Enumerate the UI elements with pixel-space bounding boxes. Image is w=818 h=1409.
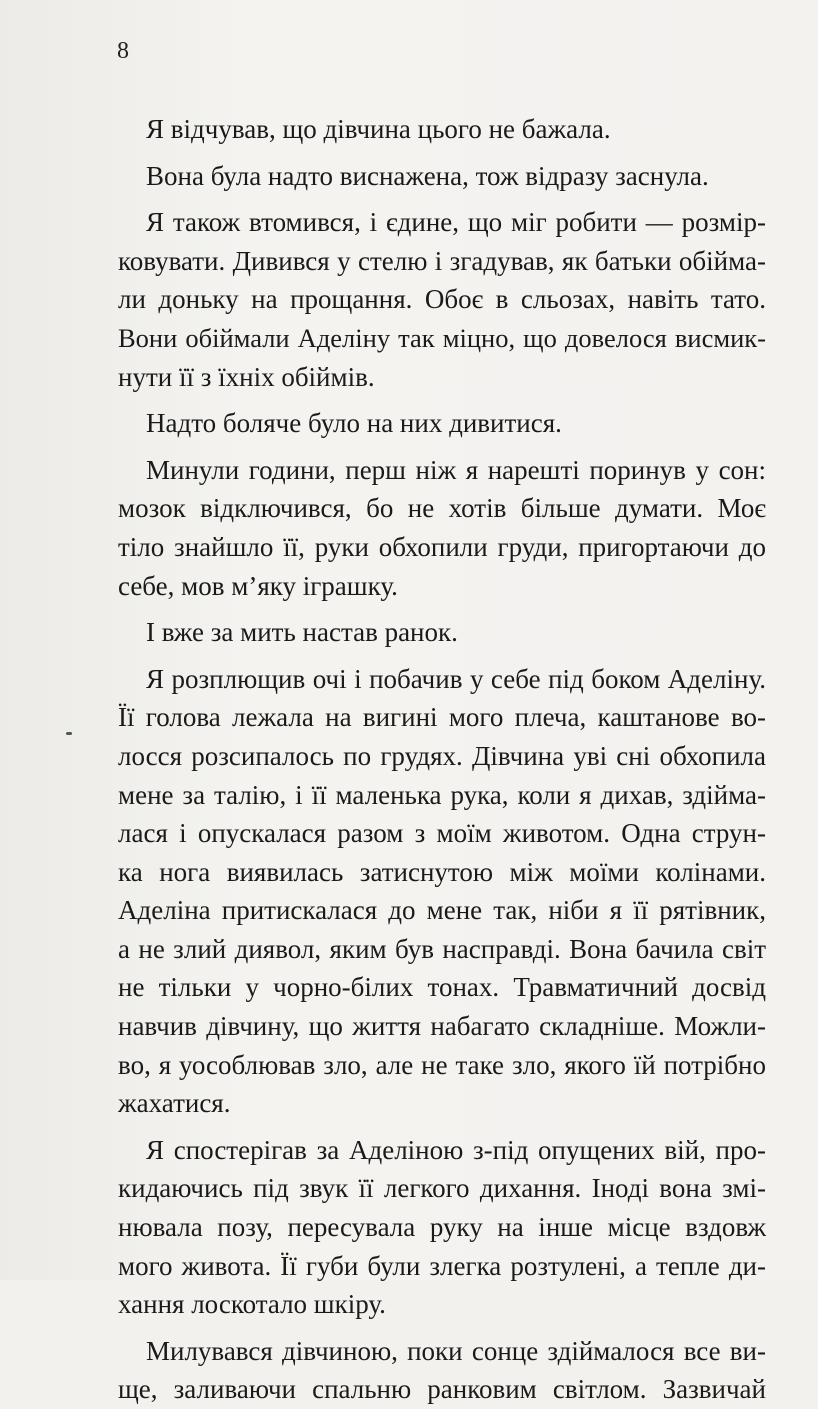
- text-line: І вже за мить настав ранок.: [146, 617, 458, 648]
- text-line: хання лоскотало шкіру.: [118, 1289, 386, 1320]
- text-line: нути її з їхніх обіймів.: [118, 361, 375, 392]
- text-line: кидаючись під звук її легкого дихання. Іноді вона змі-: [118, 1173, 766, 1204]
- text-line: лася і опускалася разом з моїм животом. Одна струн-: [118, 818, 766, 849]
- text-line: себе, мов м’яку іграшку.: [118, 570, 398, 601]
- text-line: во, я уособлював зло, але не таке зло, якого їй потрібно: [118, 1049, 766, 1080]
- text-line: тіло знайшло її, руки обхопили груди, пригортаючи до: [118, 531, 766, 562]
- text-line: ковувати. Дивився у стелю і згадував, як батьки обійма-: [118, 245, 766, 276]
- text-line: Милувався дівчиною, поки сонце здіймалося все ви-: [146, 1335, 766, 1366]
- text-line: Надто боляче було на них дивитися.: [146, 408, 562, 439]
- text-line: Її голова лежала на вигині мого плеча, каштанове во-: [118, 702, 766, 733]
- text-line: Аделіна притискалася до мене так, ніби я її рятівник,: [118, 895, 766, 926]
- text-line: Я також втомився, і єдине, що міг робити — розмір-: [146, 207, 766, 238]
- text-line: ще, заливаючи спальню ранковим світлом. Зазвичай: [118, 1374, 766, 1405]
- text-line: Я спостерігав за Аделіною з-під опущених вій, про-: [146, 1134, 766, 1165]
- text-line: нювала позу, пересувала руку на інше місце вздовж: [118, 1212, 766, 1243]
- text-line: а не злий диявол, яким був насправді. Вона бачила світ: [118, 933, 766, 964]
- text-line: ка нога виявилась затиснутою між моїми колінами.: [118, 856, 766, 887]
- text-line: лосся розсипалось по грудях. Дівчина уві сні обхопила: [118, 740, 766, 771]
- text-line: не тільки у чорно-білих тонах. Травматичний досвід: [118, 972, 766, 1003]
- ink-speck: [66, 732, 72, 735]
- text-line: мого живота. Її губи були злегка розтулені, а тепле ди-: [118, 1250, 766, 1281]
- text-line: мозок відключився, бо не хотів більше думати. Моє: [118, 493, 766, 524]
- page-number: 8: [117, 38, 129, 64]
- text-line: Минули години, перш ніж я нарешті поринув у сон:: [146, 454, 766, 485]
- text-line: мене за талію, і її маленька рука, коли я дихав, здійма-: [118, 779, 766, 810]
- text-line: Я розплющив очі і побачив у себе під боком Аделіну.: [146, 663, 766, 694]
- text-line: Вона була надто виснажена, тож відразу заснула.: [146, 160, 709, 191]
- text-line: Вони обіймали Аделіну так міцно, що довелося висмик-: [118, 322, 766, 353]
- text-line: Я відчував, що дівчина цього не бажала.: [146, 114, 611, 144]
- text-line: жахатися.: [118, 1088, 231, 1119]
- body-text: [118, 110, 766, 1409]
- text-line: навчив дівчину, що життя набагато складніше. Можли-: [118, 1011, 766, 1042]
- text-line: ли доньку на прощання. Обоє в сльозах, навіть тато.: [118, 284, 766, 315]
